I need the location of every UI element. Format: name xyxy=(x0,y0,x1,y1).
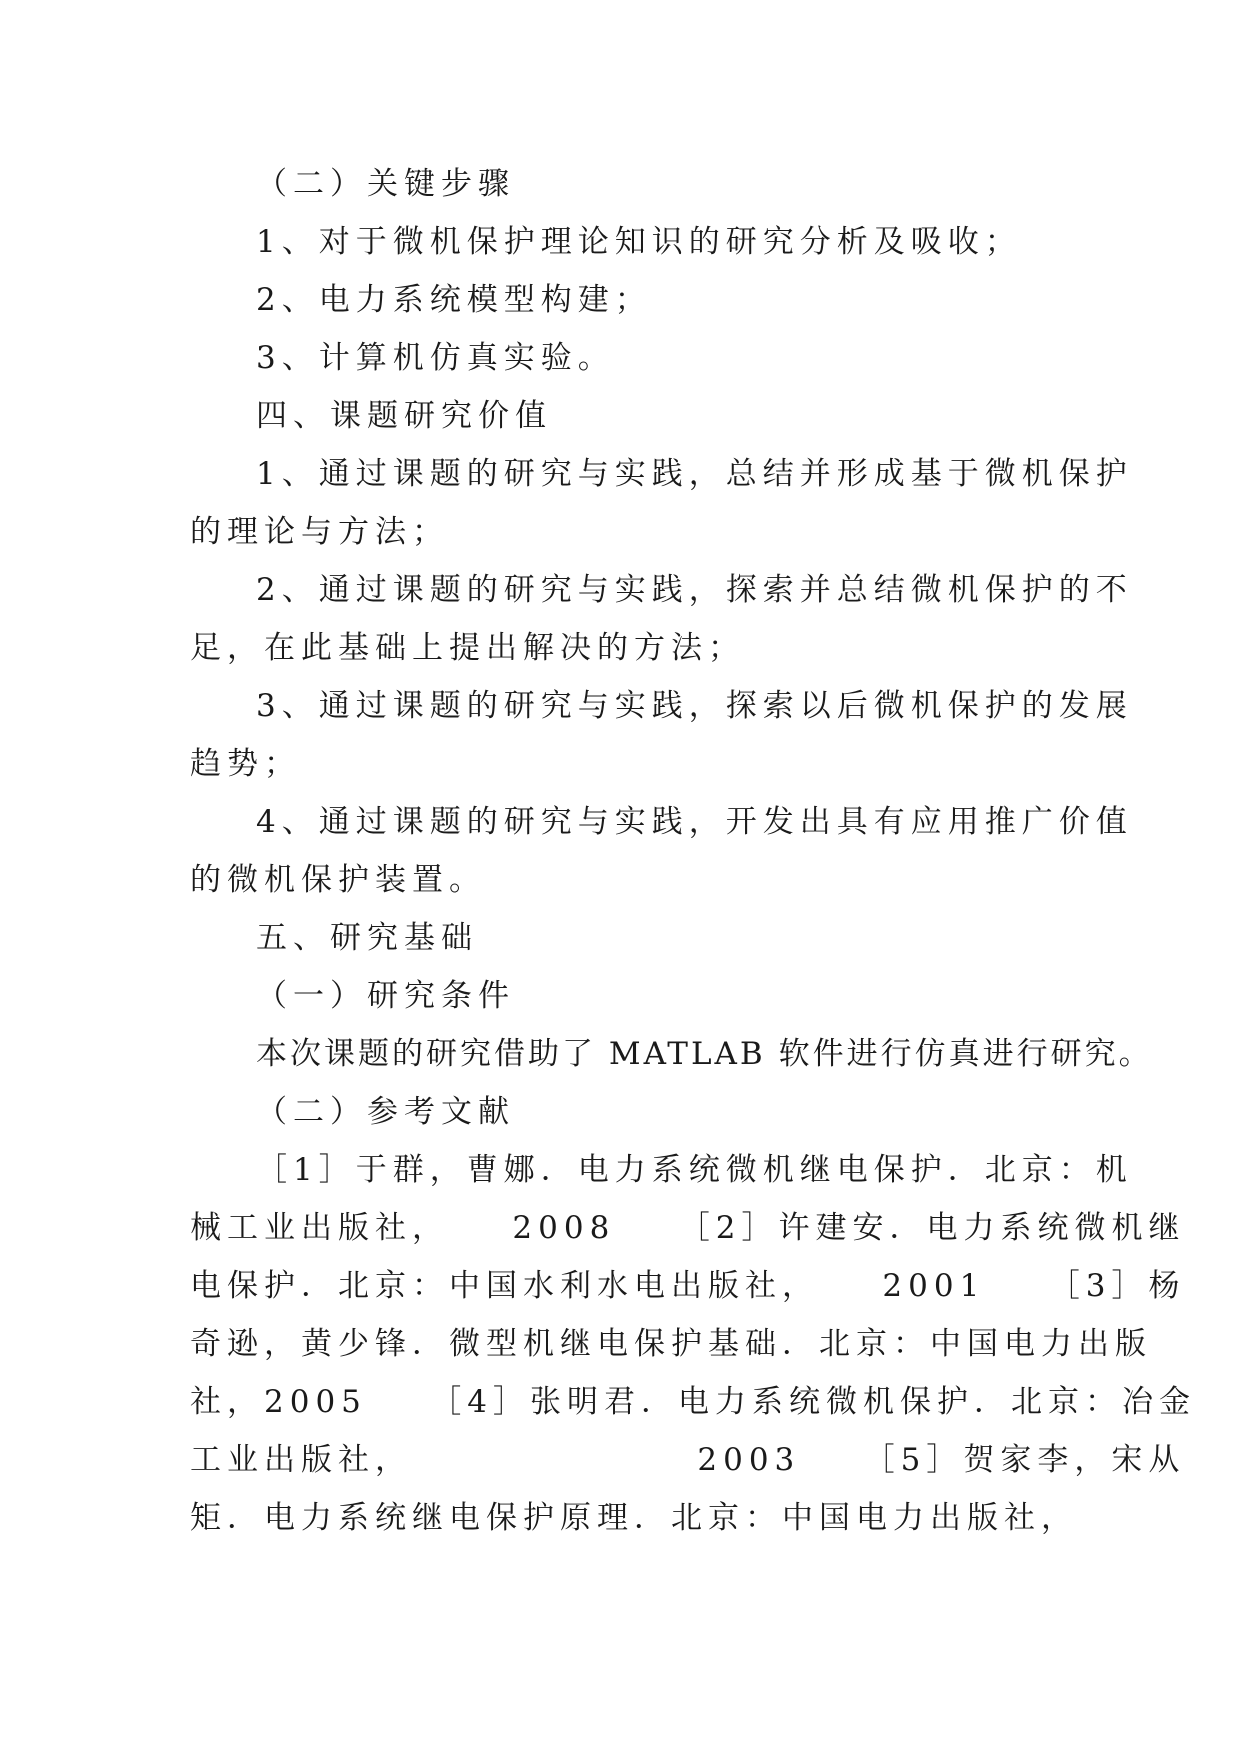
paragraph-line: 3、计算机仿真实验。 xyxy=(256,340,615,376)
section-heading-research-conditions: （一）研究条件 xyxy=(256,978,515,1014)
reference-line: 械工业出版社， 2008 ［2］许建安．电力系统微机继 xyxy=(190,1210,1186,1246)
section-heading-research-value: 四、课题研究价值 xyxy=(256,398,552,434)
section-heading-research-basis: 五、研究基础 xyxy=(256,920,478,956)
reference-line: 矩．电力系统继电保护原理．北京：中国电力出版社， xyxy=(190,1500,1078,1536)
reference-line: 工业出版社， 2003 ［5］贺家李，宋从 xyxy=(190,1442,1186,1478)
reference-line: 电保护．北京：中国水利水电出版社， 2001 ［3］杨 xyxy=(190,1268,1186,1304)
paragraph-line: 本次课题的研究借助了 MATLAB 软件进行仿真进行研究。 xyxy=(256,1036,1153,1072)
paragraph-line: 1、通过课题的研究与实践，总结并形成基于微机保护 xyxy=(256,456,1133,492)
reference-line: 奇逊，黄少锋．微型机继电保护基础．北京：中国电力出版 xyxy=(190,1326,1152,1362)
section-heading-key-steps: （二）关键步骤 xyxy=(256,166,515,202)
paragraph-line: 的微机保护装置。 xyxy=(190,862,486,898)
paragraph-line: 2、电力系统模型构建； xyxy=(256,282,652,318)
paragraph-line: 足，在此基础上提出解决的方法； xyxy=(190,630,745,666)
paragraph-line: 1、对于微机保护理论知识的研究分析及吸收； xyxy=(256,224,1022,260)
paragraph-line: 趋势； xyxy=(190,746,301,782)
paragraph-line: 4、通过课题的研究与实践，开发出具有应用推广价值 xyxy=(256,804,1133,840)
reference-line: ［1］于群，曹娜．电力系统微机继电保护．北京：机 xyxy=(256,1152,1133,1188)
reference-line: 社，2005 ［4］张明君．电力系统微机保护．北京：冶金 xyxy=(190,1384,1197,1420)
paragraph-line: 的理论与方法； xyxy=(190,514,449,550)
section-heading-references: （二）参考文献 xyxy=(256,1094,515,1130)
paragraph-line: 3、通过课题的研究与实践，探索以后微机保护的发展 xyxy=(256,688,1133,724)
paragraph-line: 2、通过课题的研究与实践，探索并总结微机保护的不 xyxy=(256,572,1133,608)
